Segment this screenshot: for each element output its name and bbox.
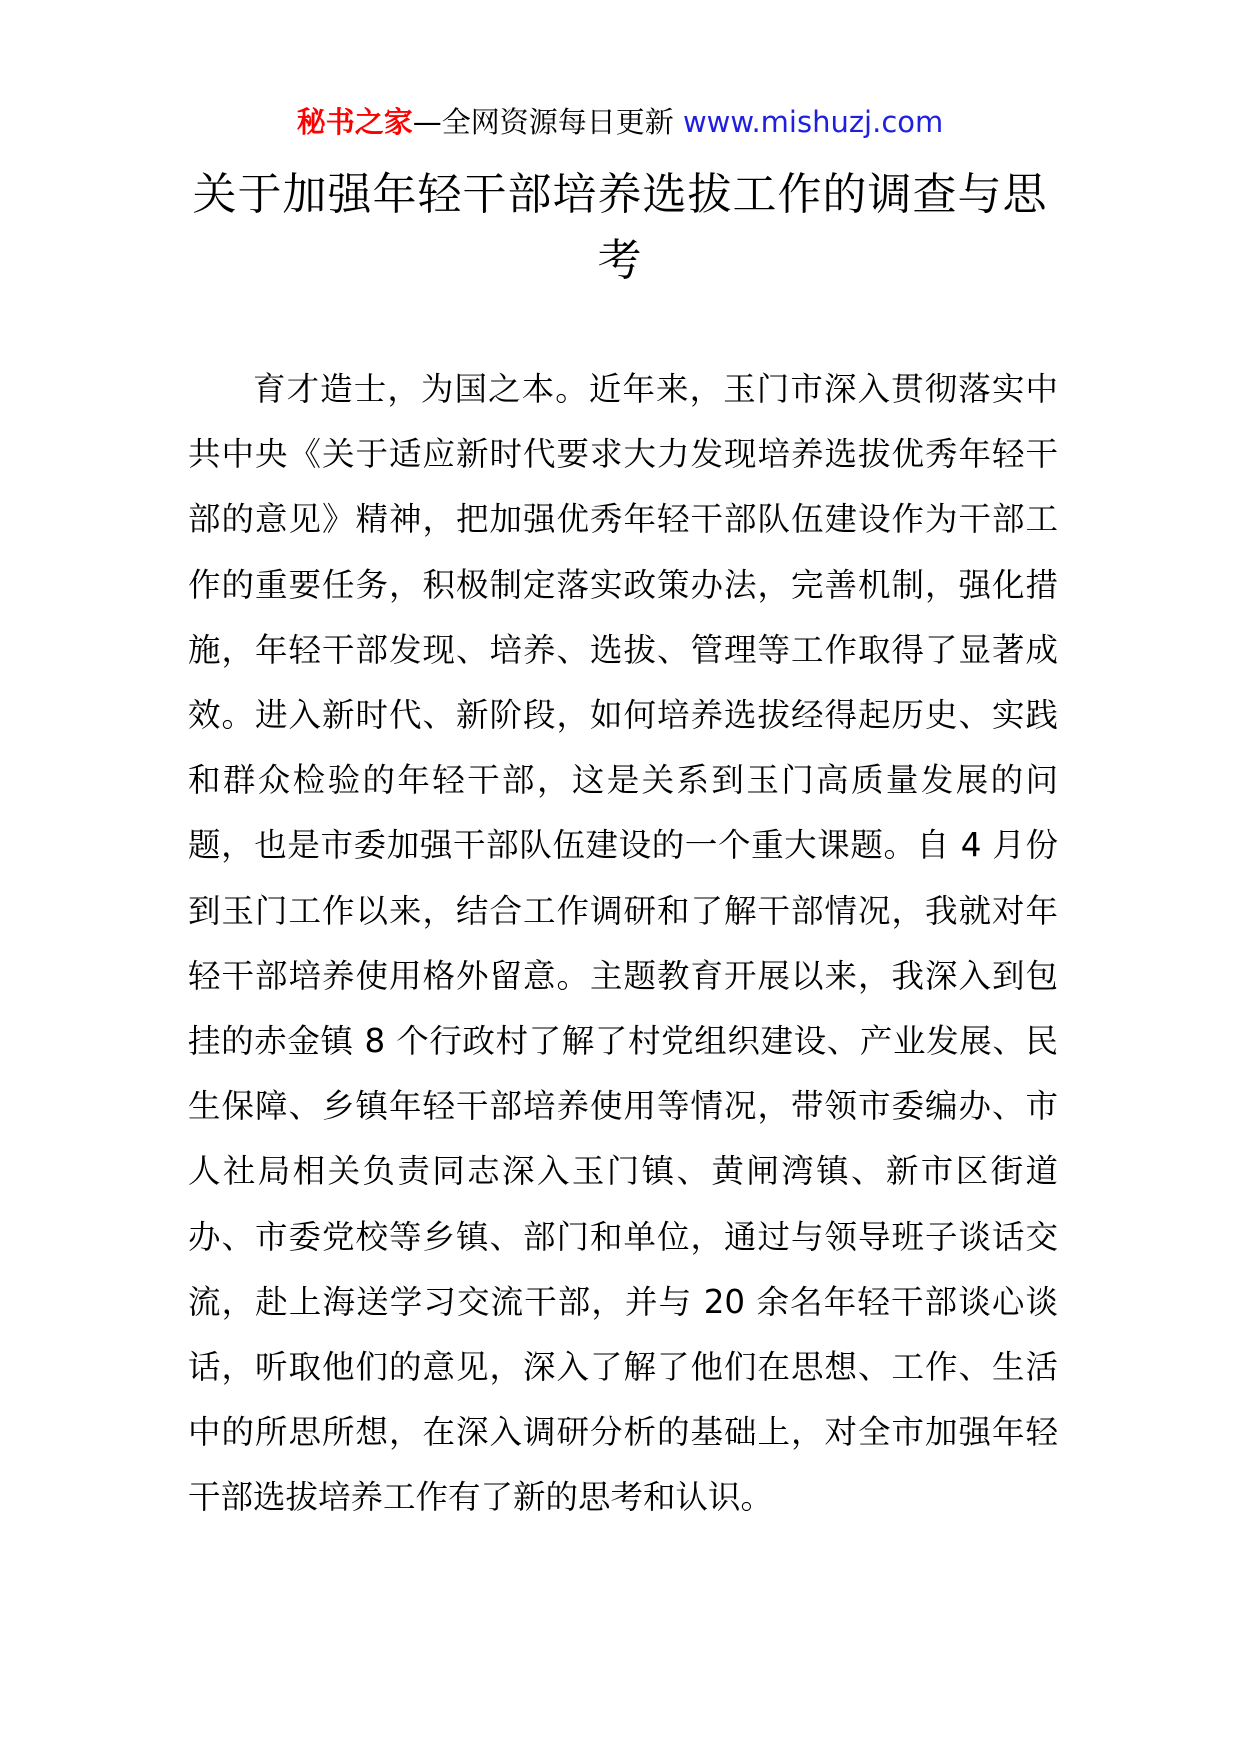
site-tagline: —全网资源每日更新 — [412, 105, 674, 139]
site-url-link[interactable]: www.mishuzj.com — [682, 105, 944, 139]
body-paragraph: 育才造士，为国之本。近年来，玉门市深入贯彻落实中共中央《关于适应新时代要求大力发现培养选拔优秀年轻干部的意见》精神，把加强优秀年轻干部队伍建设作为干部工作的重要任务，积极制定落实政策办法，完善机制，强化措施，年轻干部发现、培养、选拔、管理等工作取得了显著成效。进入新时代、新阶段，如何培养选拔经得起历史、实践和群众检验的年轻干部，这是关系到玉门高质量发展的问题，也是市委加强干部队伍建设的一个重大课题。自 4 月份到玉门工作以来，结合工作调研和了解干部情况，我就对年轻干部培养使用格外留意。主题教育开展以来，我深入到包挂的赤金镇 8 个行政村了解了村党组织建设、产业发展、民生保障、乡镇年轻干部培养使用等情况，带领市委编办、市人社局相关负责同志深入玉门镇、黄闸湾镇、新市区街道办、市委党校等乡镇、部门和单位，通过与领导班子谈话交流，赴上海送学习交流干部，并与 20 余名年轻干部谈心谈话，听取他们的意见，深入了解了他们在思想、工作、生活中的所思所想，在深入调研分析的基础上，对全市加强年轻干部选拔培养工作有了新的思考和认识。 — [188, 370, 1058, 1517]
document-title: 关于加强年轻干部培养选拔工作的调查与思考 — [192, 169, 1048, 286]
site-header — [0, 100, 1240, 144]
site-brand: 秘书之家 — [296, 105, 413, 139]
